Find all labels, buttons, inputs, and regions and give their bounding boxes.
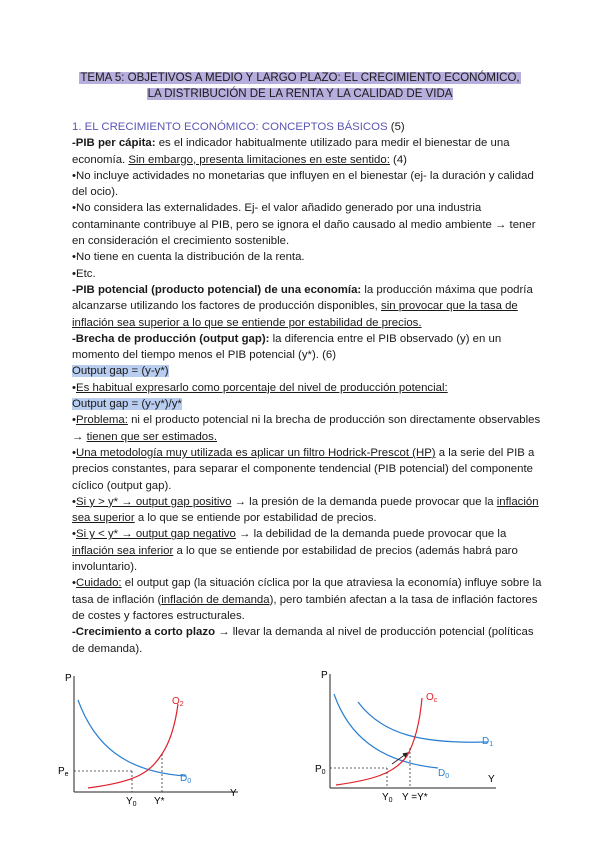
problema-bullet: •Problema: ni el producto potencial ni la brecha de producción son directamente observables → tienen que ser estimados. <box>72 414 541 443</box>
brecha-term: -Brecha de producción (output gap): <box>72 332 270 345</box>
supply-label: $O_c$ <box>426 692 438 704</box>
negativo-underlined-2: inflación sea inferior <box>72 544 174 557</box>
crecimiento-corto-term: -Crecimiento a corto plazo <box>72 626 216 639</box>
title-line-1: TEMA 5: OBJETIVOS A MEDIO Y LARGO PLAZO: EL CRECIMIENTO ECONÓMICO, <box>80 72 520 84</box>
y-axis-label: Y <box>230 788 237 799</box>
document-body <box>72 119 542 657</box>
section-ref: (5) <box>387 121 405 133</box>
pib-per-capita-ref: (4) <box>389 153 407 166</box>
graph-right <box>312 664 522 814</box>
demand-curve-d1 <box>358 702 488 742</box>
supply-label: $O_2$ <box>172 696 184 708</box>
demand-label: $D_0$ <box>180 773 192 785</box>
brecha-text: la diferencia entre el PIB observado (y) en un momento del tiempo menos el PIB potencial (y*). (6) <box>72 332 502 362</box>
p-axis-label: P <box>321 670 328 681</box>
y-axis-label: Y <box>488 774 495 785</box>
page-title <box>60 70 540 102</box>
formula-1-text: Output gap = (y-y*) <box>72 365 169 378</box>
crecimiento-corto-text: → llevar la demanda al nivel de producción potencial (políticas de demanda). <box>72 626 534 655</box>
cuidado-underlined: inflación de demanda <box>161 593 270 606</box>
positivo-text-1: → la presión de la demanda puede provocar que la <box>231 495 497 508</box>
negativo-text-2: a lo que se entiende por estabilidad de precios (además habrá paro involuntario). <box>72 544 518 574</box>
limitation-bullet: •Etc. <box>72 267 96 280</box>
demand-d1-label: $D_1$ <box>482 736 494 748</box>
limitation-bullet: •No considera las externalidades. Ej- el valor añadido generado por una industria contaminante contribuye al PIB, pero se ignora el daño causado al medio ambiente → tener en consideración el crecimiento sostenible. <box>72 202 536 248</box>
problema-label: Problema: <box>76 414 128 427</box>
pib-per-capita-text: es el indicador habitualmente utilizado para medir el bienestar de una economía. <box>72 137 510 166</box>
problema-underlined: tienen que ser estimados. <box>86 430 217 443</box>
negativo-underlined: Si y < y* → output gap negativo <box>76 528 236 541</box>
metodologia-underlined: Una metodología muy utilizada es aplicar un filtro Hodrick-Prescot (HP) <box>76 446 436 459</box>
pib-per-capita-underlined: Sin embargo, presenta limitaciones en este sentido: <box>128 153 390 166</box>
limitation-bullet: •No tiene en cuenta la distribución de la renta. <box>72 251 305 264</box>
p-axis-label: P <box>65 673 72 684</box>
y0-label: $Y_0$ <box>382 792 393 804</box>
cuidado-text-2: ), pero también afectan a la tasa de inflación factores de costes y factores estructurales. <box>72 593 538 622</box>
pib-potencial-text: la producción máxima que podría alcanzarse utilizando los factores de producción disponibles, <box>72 283 533 313</box>
formula-1 <box>72 363 542 379</box>
pib-potencial-paragraph <box>72 282 542 331</box>
metodologia-text: a la serie del PIB a precios constantes, para separar el componente tendencial (PIB potencial) del componente cíclico (output gap). <box>72 446 535 492</box>
bullet-mark: • <box>72 381 76 394</box>
positivo-text-2: a lo que se entiende por estabilidad de precios. <box>134 512 377 525</box>
demand-curve-d0 <box>334 694 438 768</box>
section-heading <box>72 119 542 135</box>
section-heading-text: 1. EL CRECIMIENTO ECONÓMICO: CONCEPTOS BÁSICOS <box>72 121 388 133</box>
porcentaje-bullet <box>72 380 542 396</box>
output-gap-negativo-bullet: •Si y < y* → output gap negativo → la debilidad de la demanda puede provocar que la inflación sea inferior a lo que se entiende por estabilidad de precios (además habrá paro involuntario). <box>72 528 518 574</box>
formula-2-text: Output gap = (y-y*)/y* <box>72 398 182 411</box>
supply-curve <box>336 698 422 785</box>
negativo-text-1: → la debilidad de la demanda puede provocar que la <box>235 528 507 541</box>
positivo-underlined: Si y > y* → output gap positivo <box>76 495 232 508</box>
y0-label: $Y_0$ <box>126 796 137 808</box>
pib-per-capita-term: -PIB per cápita: <box>72 137 156 150</box>
positivo-underlined-2: inflación sea superior <box>72 495 539 525</box>
pib-potencial-term: -PIB potencial (producto potencial) de una economía: <box>72 283 362 296</box>
output-gap-positivo-bullet: •Si y > y* → output gap positivo → la presión de la demanda puede provocar que la inflación sea superior a lo que se entiende por estabilidad de precios. <box>72 495 539 525</box>
cuidado-label: Cuidado: <box>76 577 122 590</box>
limitation-bullet: •No incluye actividades no monetarias que influyen en el bienestar (ej- la duración y calidad del ocio). <box>72 169 534 199</box>
brecha-paragraph <box>72 331 542 364</box>
p0-label: $P_0$ <box>315 764 326 776</box>
porcentaje-underlined: Es habitual expresarlo como porcentaje del nivel de producción potencial: <box>76 381 448 394</box>
title-line-2: LA DISTRIBUCIÓN DE LA RENTA Y LA CALIDAD DE VIDA <box>147 88 453 100</box>
pib-per-capita-paragraph <box>72 135 542 168</box>
cuidado-text-1: el output gap (la situación cíclica por la que atraviesa la economía) influye sobre la tasa de inflación ( <box>72 577 542 606</box>
yeq-label: Y =Y* <box>402 792 428 803</box>
graph-left <box>54 664 254 814</box>
demand-d0-label: $D_0$ <box>438 768 450 780</box>
pe-label: $P_e$ <box>58 766 69 778</box>
supply-curve <box>88 704 178 788</box>
formula-2 <box>72 396 542 412</box>
ystar-label: Y* <box>154 796 165 807</box>
crecimiento-corto-plazo-paragraph <box>72 624 542 657</box>
metodologia-bullet: •Una metodología muy utilizada es aplicar un filtro Hodrick-Prescot (HP) a la serie del PIB a precios constantes, para separar el componente tendencial (PIB potencial) del componente cíclico (output gap). <box>72 446 535 492</box>
pib-potencial-underlined: sin provocar que la tasa de inflación sea superior a lo que se entiende por estabilidad de precios. <box>72 300 518 329</box>
problema-text: ni el producto potencial ni la brecha de producción son directamente observables → <box>72 414 541 443</box>
cuidado-bullet: •Cuidado: el output gap (la situación cíclica por la que atraviesa la economía) influye sobre la tasa de inflación (inflación de demanda), pero también afectan a la tasa de inflación factores de costes y factores estructurales. <box>72 577 542 622</box>
